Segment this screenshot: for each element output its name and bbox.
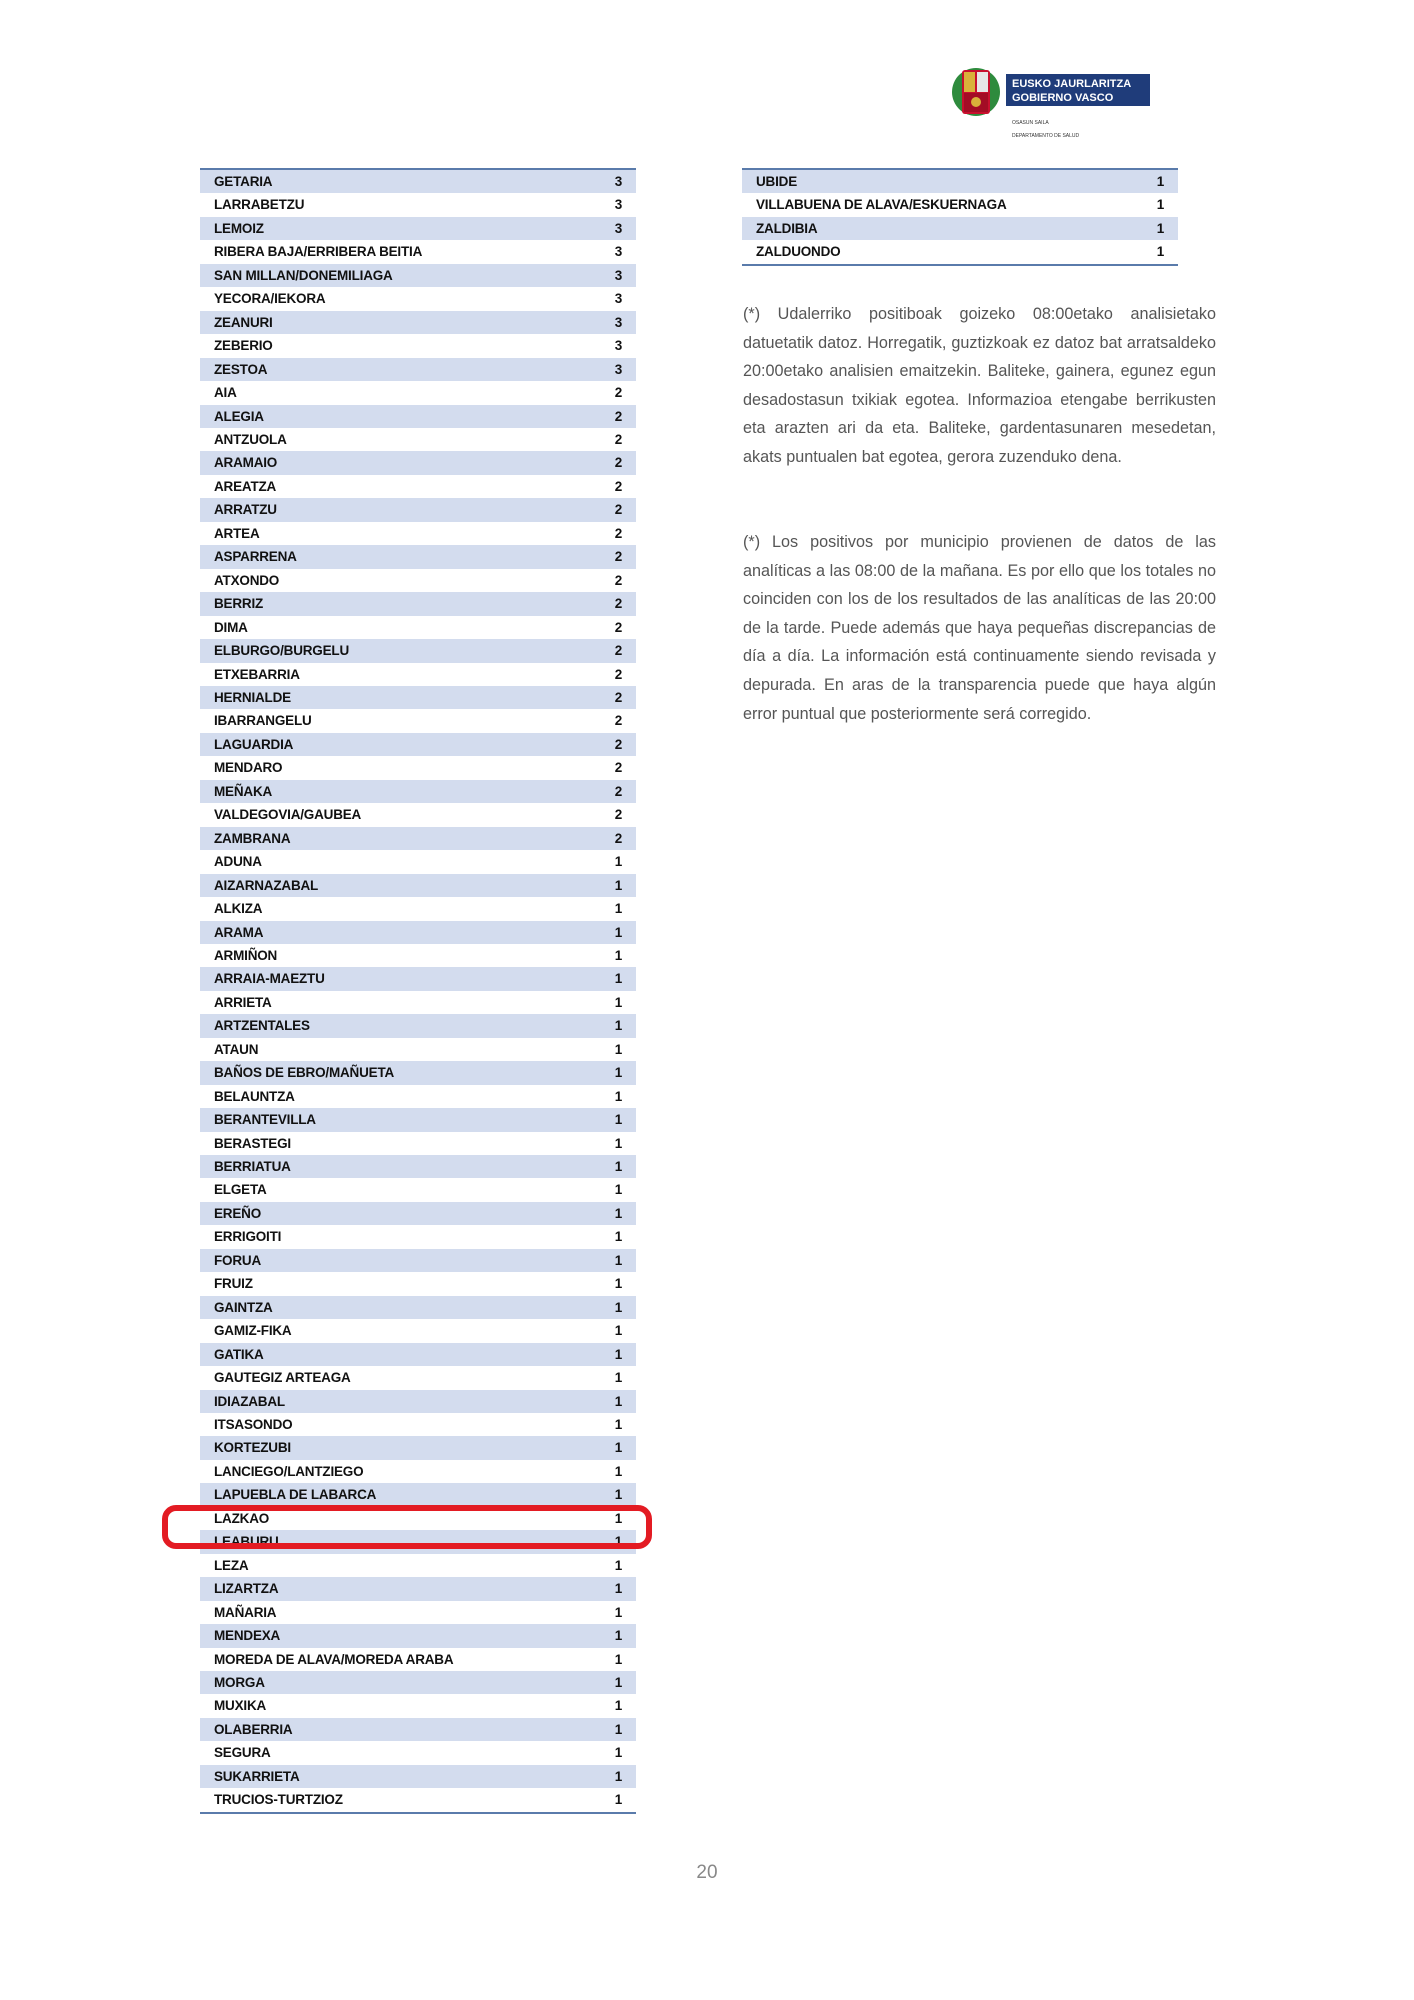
positive-count: 1 — [584, 1718, 636, 1741]
table-row — [200, 1788, 636, 1812]
table-row — [200, 874, 636, 897]
table-row — [200, 1132, 636, 1155]
table-row — [200, 169, 636, 193]
table-row — [200, 827, 636, 850]
positive-count: 2 — [584, 405, 636, 428]
table-row — [742, 193, 1178, 216]
municipality-name: SAN MILLAN/DONEMILIAGA — [200, 264, 584, 287]
municipality-name: ARAMAIO — [200, 451, 584, 474]
municipality-name: ANTZUOLA — [214, 431, 287, 447]
positive-count: 1 — [614, 1182, 622, 1198]
table-row — [200, 1460, 636, 1483]
table-row — [200, 311, 636, 334]
table-row — [200, 1624, 636, 1647]
positive-count: 3 — [584, 311, 636, 334]
table-row — [200, 217, 636, 240]
table-row — [200, 1366, 636, 1389]
positive-count: 2 — [614, 713, 622, 729]
municipality-name: LIZARTZA — [200, 1577, 584, 1600]
table-row — [200, 264, 636, 287]
municipality-name: MORGA — [200, 1671, 584, 1694]
positive-count: 1 — [614, 1417, 622, 1433]
positive-count: 3 — [584, 358, 636, 381]
positive-count: 1 — [584, 1577, 636, 1600]
municipality-name: IBARRANGELU — [214, 713, 312, 729]
municipality-name: GAUTEGIZ ARTEAGA — [214, 1370, 351, 1386]
table-row — [200, 334, 636, 357]
table-row — [200, 1108, 636, 1131]
table-row — [200, 1741, 636, 1764]
table-row — [200, 1483, 636, 1506]
municipality-name: RIBERA BAJA/ERRIBERA BEITIA — [214, 244, 423, 260]
table-row — [200, 1554, 636, 1577]
table-row — [200, 944, 636, 967]
positive-count: 1 — [614, 994, 622, 1010]
municipality-name: IDIAZABAL — [200, 1390, 584, 1413]
municipality-name: FORUA — [200, 1249, 584, 1272]
municipality-name: ARTZENTALES — [200, 1014, 584, 1037]
table-row — [200, 756, 636, 779]
positive-count: 1 — [584, 1530, 636, 1553]
municipality-name: LEABURU — [200, 1530, 584, 1553]
municipality-name: GAINTZA — [200, 1296, 584, 1319]
table-row — [200, 381, 636, 404]
positive-count: 1 — [584, 1061, 636, 1084]
table-row — [200, 1390, 636, 1413]
positive-count: 1 — [1156, 197, 1164, 213]
table-row — [200, 287, 636, 310]
positive-count: 2 — [584, 639, 636, 662]
note-spanish: (*) Los positivos por municipio provienen de datos de las analíticas a las 08:00 de la mañana. Es por ello que los totales no coinciden con los de los resultados de las analíticas de las 20:00 de la tarde. Puede además que haya pequeñas discrepancias de día a día. La información está continuamente siendo revisada y depurada. En aras de la transparencia puede que haya algún error puntual que posteriormente será corregido. — [743, 533, 1216, 723]
table-row — [200, 780, 636, 803]
table-row — [200, 1577, 636, 1600]
municipality-name: ARRAIA-MAEZTU — [200, 967, 584, 990]
coat-of-arms-icon — [952, 68, 1000, 116]
municipality-name: MUXIKA — [214, 1698, 267, 1714]
positive-count: 3 — [584, 217, 636, 240]
highlight-box-lazkao — [162, 1505, 652, 1549]
municipality-name: ETXEBARRIA — [214, 666, 300, 682]
positive-count: 2 — [614, 478, 622, 494]
municipality-name: ZALDIBIA — [742, 217, 1126, 240]
municipality-name: LEMOIZ — [200, 217, 584, 240]
positive-count: 1 — [584, 1624, 636, 1647]
positive-count: 3 — [614, 291, 622, 307]
table-row — [200, 592, 636, 615]
table-row — [200, 1343, 636, 1366]
table-row — [200, 1155, 636, 1178]
note-basque: (*) Udalerriko positiboak goizeko 08:00etako analisietako datuetatik datoz. Horregatik, guztizkoak ez datoz bat arratsaldeko 20:00etako analisien emaitzekin. Baliteke, gainera, egunez egun desadostasun txikiak egotea. Informazioa etengabe berrikusten eta arazten ari da eta. Baliteke, gardentasunaren mesedetan, akats puntualen bat egotea, gerora zuzenduko dena. — [743, 305, 1216, 466]
table-row — [200, 405, 636, 428]
logo-line2: GOBIERNO VASCO — [1012, 92, 1114, 104]
table-row — [200, 1296, 636, 1319]
positive-count: 1 — [614, 1510, 622, 1526]
positive-count: 3 — [614, 197, 622, 213]
positive-count: 1 — [1126, 217, 1178, 240]
table-row — [742, 240, 1178, 264]
table-row — [200, 1014, 636, 1037]
table-row — [200, 897, 636, 920]
municipality-name: ARTEA — [214, 525, 260, 541]
positive-count: 2 — [614, 619, 622, 635]
table-row — [200, 1413, 636, 1436]
municipality-name: MOREDA DE ALAVA/MOREDA ARABA — [214, 1651, 454, 1667]
municipality-name: VILLABUENA DE ALAVA/ESKUERNAGA — [756, 197, 1007, 213]
positive-count: 2 — [614, 807, 622, 823]
table-row — [200, 1272, 636, 1295]
positive-count: 1 — [614, 1323, 622, 1339]
municipality-name: KORTEZUBI — [200, 1436, 584, 1459]
positive-count: 1 — [584, 1014, 636, 1037]
positive-count: 1 — [584, 874, 636, 897]
municipality-name: GAMIZ-FIKA — [214, 1323, 292, 1339]
municipality-name: LARRABETZU — [214, 197, 305, 213]
table-row — [200, 709, 636, 732]
table-row — [200, 850, 636, 873]
municipality-name: GATIKA — [200, 1343, 584, 1366]
table-row — [200, 616, 636, 639]
table-row — [200, 1436, 636, 1459]
municipality-name: AREATZA — [214, 478, 277, 494]
table-row — [200, 1061, 636, 1084]
positive-count: 1 — [584, 1483, 636, 1506]
municipality-name: ARRATZU — [200, 498, 584, 521]
municipality-name: VALDEGOVIA/GAUBEA — [214, 807, 362, 823]
table-row — [200, 639, 636, 662]
positive-count: 1 — [614, 1651, 622, 1667]
positive-count: 1 — [584, 1436, 636, 1459]
positive-count: 1 — [614, 1604, 622, 1620]
positive-count: 1 — [584, 1202, 636, 1225]
municipality-name: ARRIETA — [214, 994, 272, 1010]
municipality-name: AIZARNAZABAL — [200, 874, 584, 897]
municipality-name: AIA — [214, 385, 237, 401]
positive-count: 1 — [614, 1229, 622, 1245]
positive-count: 2 — [584, 592, 636, 615]
municipality-name: ITSASONDO — [214, 1417, 293, 1433]
table-row — [200, 569, 636, 592]
municipality-name: ZEANURI — [200, 311, 584, 334]
positive-count: 2 — [584, 733, 636, 756]
positive-count: 1 — [584, 921, 636, 944]
table-row — [200, 1085, 636, 1108]
logo-sub1: OSASUN SAILA — [1012, 120, 1049, 126]
municipality-name: BERRIATUA — [200, 1155, 584, 1178]
municipality-name: ARAMA — [200, 921, 584, 944]
positive-count: 1 — [614, 1041, 622, 1057]
table-row — [200, 1648, 636, 1671]
municipality-name: ALKIZA — [214, 901, 263, 917]
municipality-name: LAZKAO — [214, 1510, 270, 1526]
table-row — [200, 921, 636, 944]
municipality-name: DIMA — [214, 619, 248, 635]
positive-count: 1 — [614, 1745, 622, 1761]
positive-count: 1 — [614, 901, 622, 917]
municipality-name: TRUCIOS-TURTZIOZ — [214, 1792, 343, 1808]
municipality-name: ELBURGO/BURGELU — [200, 639, 584, 662]
municipality-name: MENDARO — [214, 760, 283, 776]
positive-count: 1 — [1156, 244, 1164, 260]
positive-count: 2 — [614, 525, 622, 541]
table-row — [200, 1319, 636, 1342]
positive-count: 1 — [614, 1698, 622, 1714]
municipality-name: ZALDUONDO — [756, 244, 841, 260]
positive-count: 2 — [614, 385, 622, 401]
table-row — [200, 522, 636, 545]
positive-count: 1 — [614, 1557, 622, 1573]
positive-count: 1 — [584, 1155, 636, 1178]
table-row — [200, 803, 636, 826]
positive-count: 2 — [614, 666, 622, 682]
positive-count: 1 — [584, 967, 636, 990]
table-row — [200, 545, 636, 568]
positive-count: 1 — [584, 1108, 636, 1131]
table-row — [200, 451, 636, 474]
positive-count: 1 — [584, 1296, 636, 1319]
municipality-name: ERRIGOITI — [214, 1229, 282, 1245]
positive-count: 1 — [1126, 169, 1178, 193]
positive-count: 1 — [584, 1765, 636, 1788]
municipality-name: ADUNA — [214, 854, 262, 870]
table-row — [200, 1694, 636, 1717]
municipality-name: ATAUN — [214, 1041, 259, 1057]
table-row — [200, 1225, 636, 1248]
municipality-name: ALEGIA — [200, 405, 584, 428]
positive-count: 3 — [614, 338, 622, 354]
municipality-name: BERASTEGI — [214, 1135, 291, 1151]
logo-sub2: DEPARTAMENTO DE SALUD — [1012, 133, 1080, 139]
positive-count: 2 — [584, 545, 636, 568]
positive-count: 3 — [584, 264, 636, 287]
positive-count: 3 — [614, 244, 622, 260]
municipality-table-left — [200, 168, 636, 1814]
table-row — [200, 967, 636, 990]
municipality-name: MENDEXA — [200, 1624, 584, 1647]
positive-count: 2 — [614, 572, 622, 588]
table-row — [200, 498, 636, 521]
table-row — [200, 428, 636, 451]
municipality-name: EREÑO — [200, 1202, 584, 1225]
positive-count: 2 — [584, 780, 636, 803]
table-row — [200, 1718, 636, 1741]
table-row — [200, 686, 636, 709]
positive-count: 2 — [584, 827, 636, 850]
municipality-name: ASPARRENA — [200, 545, 584, 568]
positive-count: 2 — [614, 760, 622, 776]
table-row — [200, 358, 636, 381]
municipality-name: FRUIZ — [214, 1276, 253, 1292]
municipality-name: UBIDE — [742, 169, 1126, 193]
positive-count: 1 — [584, 1343, 636, 1366]
positive-count: 1 — [614, 1088, 622, 1104]
table-row — [200, 1765, 636, 1788]
municipality-name: ZAMBRANA — [200, 827, 584, 850]
positive-count: 2 — [584, 451, 636, 474]
positive-count: 1 — [614, 1276, 622, 1292]
municipality-name: ATXONDO — [214, 572, 280, 588]
positive-count: 1 — [614, 1135, 622, 1151]
table-row — [200, 475, 636, 498]
table-row — [200, 1178, 636, 1201]
positive-count: 1 — [614, 1463, 622, 1479]
municipality-name: MAÑARIA — [214, 1604, 277, 1620]
positive-count: 1 — [584, 1390, 636, 1413]
positive-count: 1 — [584, 1249, 636, 1272]
positive-count: 3 — [584, 169, 636, 193]
positive-count: 1 — [614, 1370, 622, 1386]
municipality-name: SEGURA — [214, 1745, 271, 1761]
positive-count: 1 — [614, 854, 622, 870]
positive-count: 1 — [614, 1792, 622, 1808]
municipality-name: LEZA — [214, 1557, 249, 1573]
municipality-name: LAGUARDIA — [200, 733, 584, 756]
table-row — [742, 169, 1178, 193]
municipality-name: OLABERRIA — [200, 1718, 584, 1741]
municipality-name: ELGETA — [214, 1182, 267, 1198]
municipality-name: LAPUEBLA DE LABARCA — [200, 1483, 584, 1506]
page-number: 20 — [696, 1862, 718, 1883]
municipality-table-right — [742, 168, 1178, 266]
table-row — [200, 991, 636, 1014]
municipality-name: GETARIA — [200, 169, 584, 193]
table-row — [200, 1249, 636, 1272]
municipality-name: BERRIZ — [200, 592, 584, 615]
table-row — [200, 663, 636, 686]
table-row — [200, 193, 636, 216]
municipality-name: SUKARRIETA — [200, 1765, 584, 1788]
municipality-name: BELAUNTZA — [214, 1088, 295, 1104]
municipality-name: LANCIEGO/LANTZIEGO — [214, 1463, 364, 1479]
municipality-name: MEÑAKA — [200, 780, 584, 803]
municipality-name: BAÑOS DE EBRO/MAÑUETA — [200, 1061, 584, 1084]
table-row — [742, 217, 1178, 240]
municipality-name: HERNIALDE — [200, 686, 584, 709]
municipality-name: ARMIÑON — [214, 947, 278, 963]
positive-count: 1 — [614, 947, 622, 963]
table-row — [200, 1601, 636, 1624]
table-row — [200, 1038, 636, 1061]
positive-count: 2 — [584, 686, 636, 709]
government-logo — [952, 62, 1150, 146]
table-row — [200, 240, 636, 263]
positive-count: 2 — [614, 431, 622, 447]
table-row — [200, 1671, 636, 1694]
table-row — [200, 733, 636, 756]
municipality-name: YECORA/IEKORA — [214, 291, 326, 307]
municipality-name: BERANTEVILLA — [200, 1108, 584, 1131]
municipality-name: ZESTOA — [200, 358, 584, 381]
positive-count: 1 — [584, 1671, 636, 1694]
municipality-name: ZEBERIO — [214, 338, 273, 354]
positive-count: 2 — [584, 498, 636, 521]
table-row — [200, 1202, 636, 1225]
logo-line1: EUSKO JAURLARITZA — [1012, 78, 1132, 90]
